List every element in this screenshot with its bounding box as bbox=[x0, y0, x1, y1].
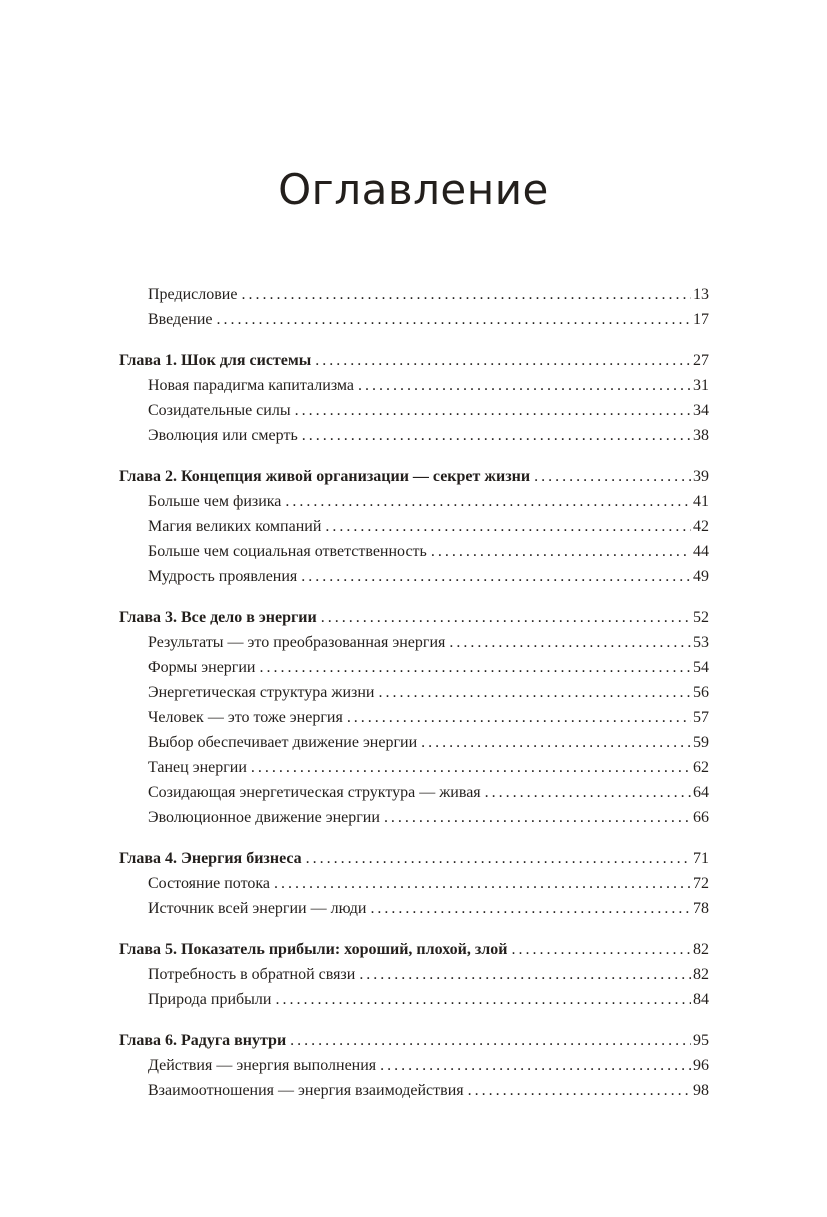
toc-entry[interactable] bbox=[119, 731, 709, 755]
toc-page-number: 57 bbox=[693, 709, 709, 726]
toc-chapter-entry[interactable] bbox=[119, 938, 709, 962]
toc-page-number: 39 bbox=[693, 468, 709, 485]
toc-entry-label: Введение bbox=[148, 311, 213, 328]
toc-page-number: 72 bbox=[693, 875, 709, 892]
toc-leader-dots bbox=[275, 988, 691, 1012]
page-title: Оглавление bbox=[278, 165, 549, 214]
toc-leader-dots bbox=[302, 424, 691, 448]
toc-entry-label: Эволюция или смерть bbox=[148, 427, 298, 444]
toc-entry[interactable] bbox=[119, 540, 709, 564]
toc-entry[interactable] bbox=[119, 399, 709, 423]
toc-leader-dots bbox=[449, 631, 691, 655]
toc-entry[interactable] bbox=[119, 963, 709, 987]
toc-leader-dots bbox=[274, 872, 691, 896]
toc-leader-dots bbox=[251, 756, 691, 780]
toc-entry-label: Природа прибыли bbox=[148, 991, 272, 1008]
toc-leader-dots bbox=[241, 283, 691, 307]
toc-page-number: 78 bbox=[693, 900, 709, 917]
toc-leader-dots bbox=[380, 1054, 691, 1078]
toc-page-number: 66 bbox=[693, 809, 709, 826]
toc-page-number: 84 bbox=[693, 991, 709, 1008]
toc-leader-dots bbox=[315, 349, 691, 373]
toc-page-number: 71 bbox=[693, 850, 709, 867]
toc-page-number: 82 bbox=[693, 941, 709, 958]
toc-page-number: 17 bbox=[693, 311, 709, 328]
toc-entry[interactable] bbox=[119, 872, 709, 896]
toc-chapter-entry[interactable] bbox=[119, 606, 709, 630]
toc-page-number: 38 bbox=[693, 427, 709, 444]
toc-entry[interactable] bbox=[119, 424, 709, 448]
toc-entry-label: Магия великих компаний bbox=[148, 518, 322, 535]
toc-page-number: 42 bbox=[693, 518, 709, 535]
toc-entry[interactable] bbox=[119, 681, 709, 705]
toc-chapter-entry[interactable] bbox=[119, 1029, 709, 1053]
toc-entry[interactable] bbox=[119, 283, 709, 307]
toc-entry[interactable] bbox=[119, 756, 709, 780]
toc-entry[interactable] bbox=[119, 988, 709, 1012]
toc-entry-label: Эволюционное движение энергии bbox=[148, 809, 380, 826]
toc-entry[interactable] bbox=[119, 490, 709, 514]
toc-entry-label: Новая парадигма капитализма bbox=[148, 377, 355, 394]
toc-page-number: 31 bbox=[693, 377, 709, 394]
toc-entry-label: Действия — энергия выполнения bbox=[148, 1057, 377, 1074]
toc-leader-dots bbox=[321, 606, 691, 630]
toc-page-number: 44 bbox=[693, 543, 709, 560]
toc-entry-label: Энергетическая структура жизни bbox=[148, 684, 375, 701]
toc-leader-dots bbox=[347, 706, 691, 730]
toc-chapter-label: Глава 2. Концепция живой организации — секрет жизни bbox=[119, 468, 531, 485]
toc-chapter-entry[interactable] bbox=[119, 465, 709, 489]
toc-entry-label: Человек — это тоже энергия bbox=[148, 709, 343, 726]
toc-leader-dots bbox=[217, 308, 692, 332]
toc-chapter-label: Глава 6. Радуга внутри bbox=[119, 1032, 287, 1049]
toc-entry-label: Взаимоотношения — энергия взаимодействия bbox=[148, 1082, 464, 1099]
toc-leader-dots bbox=[431, 540, 691, 564]
toc-leader-dots bbox=[325, 515, 691, 539]
toc-entry-label: Больше чем социальная ответственность bbox=[148, 543, 427, 560]
toc-entry[interactable] bbox=[119, 1079, 709, 1103]
toc-page-number: 56 bbox=[693, 684, 709, 701]
toc-entry-label: Больше чем физика bbox=[148, 493, 282, 510]
toc-entry-label: Потребность в обратной связи bbox=[148, 966, 356, 983]
toc-page-number: 41 bbox=[693, 493, 709, 510]
toc-page-number: 95 bbox=[693, 1032, 709, 1049]
toc-leader-dots bbox=[285, 490, 691, 514]
toc-leader-dots bbox=[485, 781, 691, 805]
toc-leader-dots bbox=[290, 1029, 691, 1053]
toc-entry-label: Танец энергии bbox=[148, 759, 247, 776]
toc-chapter-entry[interactable] bbox=[119, 847, 709, 871]
toc-entry[interactable] bbox=[119, 656, 709, 680]
toc-leader-dots bbox=[384, 806, 691, 830]
toc-page-number: 53 bbox=[693, 634, 709, 651]
toc-page-number: 52 bbox=[693, 609, 709, 626]
toc-page-number: 62 bbox=[693, 759, 709, 776]
toc-page-number: 96 bbox=[693, 1057, 709, 1074]
toc-leader-dots bbox=[358, 374, 691, 398]
toc-leader-dots bbox=[511, 938, 691, 962]
toc-page-number: 64 bbox=[693, 784, 709, 801]
toc-leader-dots bbox=[295, 399, 691, 423]
toc-leader-dots bbox=[301, 565, 691, 589]
toc-entry[interactable] bbox=[119, 806, 709, 830]
toc-page-number: 54 bbox=[693, 659, 709, 676]
toc-page-number: 27 bbox=[693, 352, 709, 369]
toc-page-number: 98 bbox=[693, 1082, 709, 1099]
toc-page-number: 13 bbox=[693, 286, 709, 303]
toc-leader-dots bbox=[306, 847, 691, 871]
toc-page-number: 34 bbox=[693, 402, 709, 419]
toc-entry-label: Предисловие bbox=[148, 286, 238, 303]
toc-entry-label: Результаты — это преобразованная энергия bbox=[148, 634, 446, 651]
toc-leader-dots bbox=[468, 1079, 691, 1103]
toc-chapter-label: Глава 5. Показатель прибыли: хороший, плохой, злой bbox=[119, 941, 508, 958]
toc-page-number: 59 bbox=[693, 734, 709, 751]
toc-chapter-entry[interactable] bbox=[119, 349, 709, 373]
toc-page-number: 82 bbox=[693, 966, 709, 983]
toc-entry-label: Источник всей энергии — люди bbox=[148, 900, 367, 917]
toc-entry-label: Созидательные силы bbox=[148, 402, 291, 419]
toc-entry[interactable] bbox=[119, 631, 709, 655]
toc-entry[interactable] bbox=[119, 706, 709, 730]
toc-leader-dots bbox=[534, 465, 691, 489]
toc-entry[interactable] bbox=[119, 781, 709, 805]
toc-entry-label: Мудрость проявления bbox=[148, 568, 298, 585]
toc-entry-label: Созидающая энергетическая структура — живая bbox=[148, 784, 481, 801]
toc-entry[interactable] bbox=[119, 374, 709, 398]
toc-leader-dots bbox=[359, 963, 691, 987]
toc-entry[interactable] bbox=[119, 515, 709, 539]
toc-entry-label: Состояние потока bbox=[148, 875, 270, 892]
toc-entry[interactable] bbox=[119, 308, 709, 332]
toc-page-number: 49 bbox=[693, 568, 709, 585]
toc-chapter-label: Глава 1. Шок для системы bbox=[119, 352, 312, 369]
toc-chapter-label: Глава 4. Энергия бизнеса bbox=[119, 850, 302, 867]
toc-leader-dots bbox=[378, 681, 691, 705]
toc-entry-label: Формы энергии bbox=[148, 659, 256, 676]
toc-chapter-label: Глава 3. Все дело в энергии bbox=[119, 609, 317, 626]
toc-entry[interactable] bbox=[119, 897, 709, 921]
toc-leader-dots bbox=[421, 731, 691, 755]
toc-entry[interactable] bbox=[119, 565, 709, 589]
toc-leader-dots bbox=[370, 897, 691, 921]
toc-entry[interactable] bbox=[119, 1054, 709, 1078]
toc-entry-label: Выбор обеспечивает движение энергии bbox=[148, 734, 418, 751]
toc-leader-dots bbox=[260, 656, 692, 680]
